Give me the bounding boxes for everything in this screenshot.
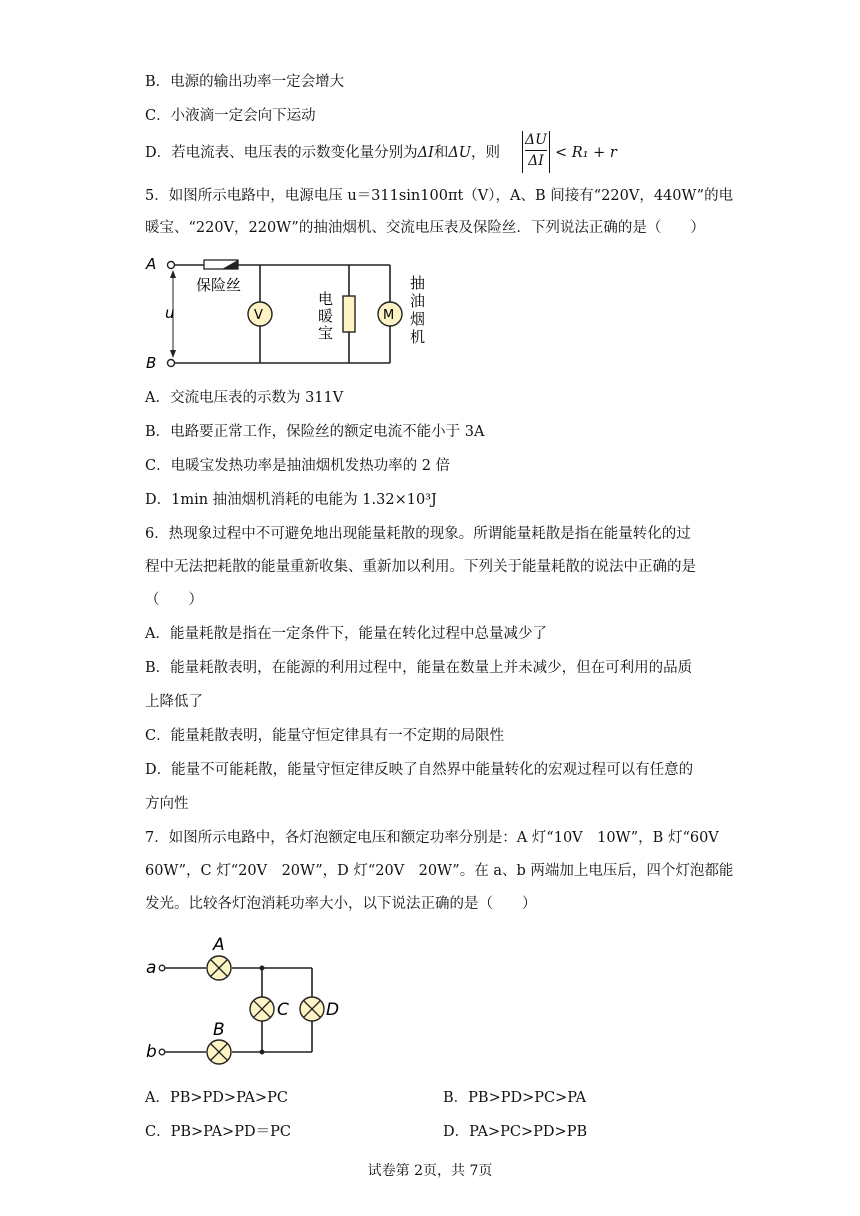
- q4-frac-numerator: ΔU: [525, 132, 547, 148]
- lamp-a-icon: [207, 956, 231, 980]
- label-a: a: [146, 958, 157, 978]
- label-b: b: [146, 1042, 157, 1062]
- terminal-a: [168, 262, 175, 269]
- motor-label: M: [383, 308, 395, 323]
- q5-option-a: A．交流电压表的示数为 311V: [145, 390, 344, 406]
- q6-option-d-line2: 方向性: [145, 796, 189, 812]
- q4-option-b: B．电源的输出功率一定会增大: [145, 74, 345, 90]
- lamp-a-label: A: [213, 935, 225, 955]
- lamp-d-label: D: [326, 1000, 340, 1020]
- hood-label-3: 烟: [410, 310, 426, 328]
- q6-stem-line1: 6．热现象过程中不可避免地出现能量耗散的现象。所谓能量耗散是指在能量转化的过: [145, 526, 691, 542]
- q7-stem-line1: 7．如图所示电路中，各灯泡额定电压和额定功率分别是：A 灯“10V 10W”，B 灯“60V: [145, 830, 719, 846]
- q7-stem-line3: 发光。比较各灯泡消耗功率大小，以下说法正确的是（ ）: [145, 896, 537, 912]
- lamp-c-label: C: [277, 1000, 289, 1020]
- q4-d-prefix: D．若电流表、电压表的示数变化量分别为: [145, 145, 418, 161]
- q6-stem-line2: 程中无法把耗散的能量重新收集、重新加以利用。下列关于能量耗散的说法中正确的是: [145, 559, 696, 575]
- q5-option-d: D．1min 抽油烟机消耗的电能为 1.32×10³J: [145, 492, 437, 508]
- hood-label-2: 油: [410, 292, 426, 310]
- q6-option-b-line1: B．能量耗散表明，在能源的利用过程中，能量在数量上并未减少，但在可利用的品质: [145, 660, 693, 676]
- q5-circuit-diagram: [140, 250, 440, 370]
- q5-option-b: B．电路要正常工作，保险丝的额定电流不能小于 3A: [145, 424, 485, 440]
- heater-resistor: [343, 296, 355, 332]
- heater-label-2: 暖: [318, 307, 334, 325]
- lamp-c-icon: [250, 997, 274, 1021]
- q7-option-a: A．PB>PD>PA>PC: [145, 1090, 288, 1106]
- q5-option-c: C．电暖宝发热功率是抽油烟机发热功率的 2 倍: [145, 458, 451, 474]
- q4-abs-fraction: [522, 131, 550, 173]
- q4-d-and: 和: [433, 145, 449, 161]
- page-footer: 试卷第 2页，共 7页: [367, 1163, 493, 1179]
- label-u: u: [165, 304, 175, 322]
- q7-option-c: C．PB>PA>PD＝PC: [145, 1124, 291, 1140]
- q6-stem-line3: （ ）: [145, 592, 203, 608]
- q4-option-c: C．小液滴一定会向下运动: [145, 108, 316, 124]
- hood-label-4: 机: [410, 328, 426, 346]
- q7-stem-line2: 60W”，C 灯“20V 20W”，D 灯“20V 20W”。在 a、b 两端加上电压后，四个灯泡都能: [145, 863, 734, 879]
- q4-d-delta-i: ΔI: [417, 145, 434, 161]
- q6-option-d-line1: D．能量不可能耗散，能量守恒定律反映了自然界中能量转化的宏观过程可以有任意的: [145, 762, 694, 778]
- q7-option-b: B．PB>PD>PC>PA: [443, 1090, 587, 1106]
- q4-d-then: ，则: [471, 145, 501, 161]
- q4-frac-denominator: ΔI: [528, 153, 544, 169]
- lamp-b-label: B: [213, 1020, 225, 1040]
- terminal-a: [159, 965, 165, 971]
- label-b: B: [146, 354, 157, 370]
- heater-label-3: 宝: [318, 324, 334, 342]
- hood-label-1: 抽: [410, 274, 426, 292]
- q4-option-d: [145, 143, 500, 163]
- q5-stem-line2: 暖宝、“220V，220W”的抽油烟机、交流电压表及保险丝．下列说法正确的是（ ）: [145, 220, 705, 236]
- terminal-b: [159, 1049, 165, 1055]
- label-a: A: [146, 255, 157, 273]
- q6-option-c: C．能量耗散表明，能量守恒定律具有一不定期的局限性: [145, 728, 505, 744]
- q6-option-b-line2: 上降低了: [145, 694, 203, 710]
- q6-option-a: A．能量耗散是指在一定条件下，能量在转化过程中总量减少了: [145, 626, 547, 642]
- q7-option-d: D．PA>PC>PD>PB: [443, 1124, 588, 1140]
- lamp-d-icon: [300, 997, 324, 1021]
- q4-inequality: < R₁ + r: [555, 145, 617, 161]
- voltmeter-label: V: [254, 308, 263, 323]
- q4-d-delta-u: ΔU: [448, 145, 472, 161]
- lamp-b-icon: [207, 1040, 231, 1064]
- terminal-b: [168, 360, 175, 367]
- q5-stem-line1: 5．如图所示电路中，电源电压 u＝311sin100πt（V），A、B 间接有“220V，440W”的电: [145, 188, 734, 204]
- heater-label-1: 电: [318, 290, 334, 308]
- fuse-label: 保险丝: [196, 276, 242, 294]
- q7-circuit-diagram: [140, 930, 360, 1070]
